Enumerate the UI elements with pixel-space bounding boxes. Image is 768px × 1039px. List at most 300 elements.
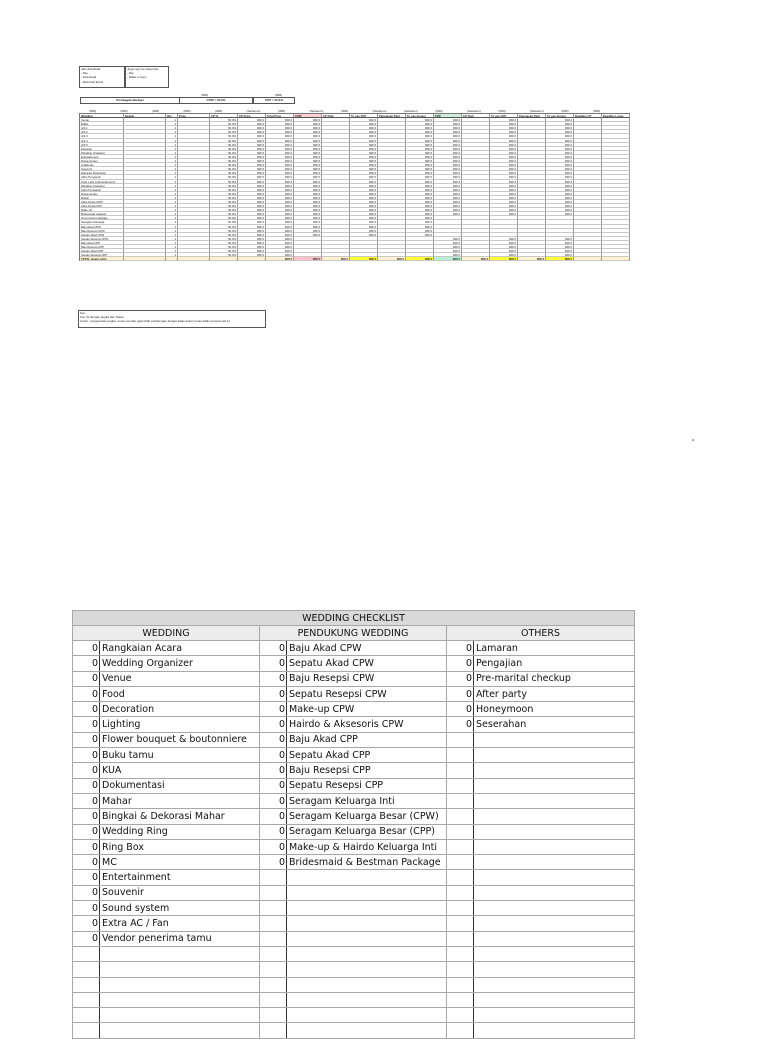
budget-cell[interactable]: IDR 0: [350, 151, 378, 155]
budget-cell[interactable]: IDR 0: [238, 216, 266, 220]
budget-cell[interactable]: IDR 0: [406, 200, 434, 204]
budget-cell[interactable]: IDR 0: [434, 139, 462, 143]
budget-cell[interactable]: IDR 0: [546, 134, 574, 138]
budget-cell[interactable]: 1: [166, 249, 178, 253]
pendukung-wedding-count[interactable]: [260, 870, 287, 885]
budget-cell[interactable]: IDR 0: [238, 237, 266, 241]
budget-cell[interactable]: 50.0%: [210, 184, 238, 188]
pendukung-wedding-item[interactable]: Bridesmaid & Bestman Package: [287, 855, 447, 870]
pendukung-wedding-count[interactable]: 0: [260, 702, 287, 717]
budget-cell[interactable]: 50.0%: [210, 208, 238, 212]
budget-cell[interactable]: IDR 0: [406, 257, 434, 261]
pendukung-wedding-item[interactable]: Baju Resepsi CPW: [287, 671, 447, 686]
budget-cell[interactable]: 50.0%: [210, 175, 238, 179]
wedding-count[interactable]: [73, 946, 100, 961]
budget-cell[interactable]: Sepatu Akad CPP: [80, 249, 124, 253]
budget-cell[interactable]: 50.0%: [210, 130, 238, 134]
budget-cell[interactable]: IDR 0: [266, 220, 294, 224]
pendukung-wedding-item[interactable]: Sepatu Resepsi CPW: [287, 686, 447, 701]
budget-cell[interactable]: Souvenir: [80, 167, 124, 171]
wedding-count[interactable]: [73, 1008, 100, 1023]
budget-cell[interactable]: IDR 0: [490, 122, 518, 126]
budget-cell[interactable]: IDR 0: [434, 245, 462, 249]
budget-cell[interactable]: Wedding Organizer: [80, 184, 124, 188]
budget-cell[interactable]: IDR 0: [294, 147, 322, 151]
others-item[interactable]: After party: [474, 686, 635, 701]
budget-cell[interactable]: IDR 0: [406, 147, 434, 151]
others-count[interactable]: 0: [447, 686, 474, 701]
budget-cell[interactable]: IDR 0: [350, 192, 378, 196]
budget-cell[interactable]: IDR 0: [490, 253, 518, 257]
budget-cell[interactable]: IDR 0: [434, 192, 462, 196]
others-item[interactable]: [474, 870, 635, 885]
budget-cell[interactable]: IDR 0: [546, 196, 574, 200]
pendukung-wedding-item[interactable]: Make-up & Hairdo Keluarga Inti: [287, 839, 447, 854]
budget-cell[interactable]: IDR 0: [434, 208, 462, 212]
budget-cell[interactable]: IDR 0: [406, 139, 434, 143]
budget-cell[interactable]: IDR 0: [266, 171, 294, 175]
budget-cell[interactable]: IDR 0: [434, 163, 462, 167]
pendukung-wedding-count[interactable]: [260, 901, 287, 916]
wedding-count[interactable]: 0: [73, 641, 100, 656]
wedding-count[interactable]: [73, 977, 100, 992]
budget-cell[interactable]: IDR 0: [434, 257, 462, 261]
pendukung-wedding-count[interactable]: 0: [260, 824, 287, 839]
budget-cell[interactable]: IDR 0: [266, 196, 294, 200]
budget-cell[interactable]: 50.0%: [210, 118, 238, 122]
pendukung-wedding-item[interactable]: [287, 885, 447, 900]
budget-cell[interactable]: 50.0%: [210, 134, 238, 138]
budget-cell[interactable]: IDR 0: [490, 147, 518, 151]
budget-cell[interactable]: IDR 0: [406, 204, 434, 208]
budget-cell[interactable]: 50.0%: [210, 126, 238, 130]
budget-cell[interactable]: Baju Akad CPP: [80, 241, 124, 245]
budget-cell[interactable]: 1: [166, 188, 178, 192]
wedding-item[interactable]: Food: [100, 686, 260, 701]
budget-cell[interactable]: IDR 0: [546, 180, 574, 184]
others-item[interactable]: [474, 748, 635, 763]
budget-cell[interactable]: Attire Pesta CPP: [80, 204, 124, 208]
budget-cell[interactable]: Sepatu Resepsi CPW: [80, 237, 124, 241]
pendukung-wedding-count[interactable]: 0: [260, 671, 287, 686]
budget-cell[interactable]: [238, 257, 266, 261]
budget-cell[interactable]: IDR 0: [406, 167, 434, 171]
wedding-count[interactable]: 0: [73, 656, 100, 671]
budget-cell[interactable]: IDR 0: [490, 130, 518, 134]
pendukung-wedding-item[interactable]: Seragam Keluarga Inti: [287, 793, 447, 808]
budget-cell[interactable]: IDR 0: [238, 143, 266, 147]
budget-cell[interactable]: IDR 0: [238, 225, 266, 229]
budget-cell[interactable]: IDR 0: [294, 200, 322, 204]
budget-cell[interactable]: IDR 0: [546, 171, 574, 175]
budget-cell[interactable]: IDR 0: [406, 171, 434, 175]
budget-cell[interactable]: IDR 0: [266, 245, 294, 249]
budget-cell[interactable]: IDR 0: [294, 233, 322, 237]
budget-cell[interactable]: 1: [166, 220, 178, 224]
budget-cell[interactable]: 1: [166, 139, 178, 143]
pendukung-wedding-count[interactable]: [260, 962, 287, 977]
budget-cell[interactable]: IDR 0: [266, 134, 294, 138]
budget-cell[interactable]: IDR 0: [490, 237, 518, 241]
budget-cell[interactable]: IDR 0: [294, 188, 322, 192]
pendukung-wedding-count[interactable]: 0: [260, 763, 287, 778]
budget-cell[interactable]: IDR 0: [294, 130, 322, 134]
budget-cell[interactable]: IDR 0: [490, 139, 518, 143]
budget-cell[interactable]: IDR 0: [350, 159, 378, 163]
budget-cell[interactable]: IDR 0: [350, 212, 378, 216]
pendukung-wedding-count[interactable]: [260, 885, 287, 900]
budget-cell[interactable]: IDR 0: [238, 155, 266, 159]
budget-cell[interactable]: IDR 0: [546, 167, 574, 171]
budget-cell[interactable]: IDR 0: [238, 147, 266, 151]
budget-cell[interactable]: IDR 0: [266, 147, 294, 151]
budget-cell[interactable]: IDR 0: [294, 180, 322, 184]
budget-cell[interactable]: IDR 0: [546, 151, 574, 155]
budget-cell[interactable]: IDR 0: [294, 126, 322, 130]
budget-cell[interactable]: IDR 0: [434, 204, 462, 208]
budget-cell[interactable]: IDR 0: [238, 175, 266, 179]
budget-cell[interactable]: IDR 0: [462, 257, 490, 261]
budget-cell[interactable]: Gift 2: [80, 130, 124, 134]
budget-cell[interactable]: IDR 0: [266, 184, 294, 188]
budget-cell[interactable]: 50.0%: [210, 229, 238, 233]
budget-cell[interactable]: Dokumentasi: [80, 159, 124, 163]
budget-cell[interactable]: 1: [166, 233, 178, 237]
budget-cell[interactable]: IDR 0: [266, 208, 294, 212]
others-item[interactable]: Honeymoon: [474, 702, 635, 717]
budget-cell[interactable]: IDR 0: [350, 175, 378, 179]
budget-cell[interactable]: TOTAL (event only): [80, 257, 124, 261]
pendukung-wedding-count[interactable]: 0: [260, 641, 287, 656]
budget-cell[interactable]: [178, 257, 210, 261]
pendukung-wedding-count[interactable]: 0: [260, 809, 287, 824]
budget-cell[interactable]: 50.0%: [210, 249, 238, 253]
others-count[interactable]: 0: [447, 717, 474, 732]
wedding-item[interactable]: Wedding Ring: [100, 824, 260, 839]
pendukung-wedding-item[interactable]: [287, 916, 447, 931]
budget-cell[interactable]: IDR 0: [490, 196, 518, 200]
budget-cell[interactable]: IDR 0: [238, 229, 266, 233]
budget-cell[interactable]: Groomsmen package: [80, 216, 124, 220]
others-item[interactable]: Pre-marital checkup: [474, 671, 635, 686]
others-item[interactable]: [474, 839, 635, 854]
others-count[interactable]: [447, 885, 474, 900]
budget-cell[interactable]: IDR 0: [546, 139, 574, 143]
budget-cell[interactable]: IDR 0: [546, 253, 574, 257]
budget-cell[interactable]: Baju Resepsi CPP: [80, 245, 124, 249]
budget-cell[interactable]: IDR 0: [350, 163, 378, 167]
others-count[interactable]: [447, 824, 474, 839]
budget-cell[interactable]: 1: [166, 171, 178, 175]
wedding-count[interactable]: 0: [73, 916, 100, 931]
budget-cell[interactable]: IDR 0: [294, 163, 322, 167]
budget-cell[interactable]: IDR 0: [490, 159, 518, 163]
budget-cell[interactable]: IDR 0: [490, 175, 518, 179]
budget-cell[interactable]: Mahar: [80, 196, 124, 200]
pendukung-wedding-count[interactable]: 0: [260, 793, 287, 808]
budget-cell[interactable]: IDR 0: [434, 167, 462, 171]
budget-cell[interactable]: IDR 0: [294, 122, 322, 126]
wedding-item[interactable]: Vendor penerima tamu: [100, 931, 260, 946]
pendukung-wedding-count[interactable]: 0: [260, 839, 287, 854]
budget-cell[interactable]: IDR 0: [294, 184, 322, 188]
wedding-item[interactable]: Wedding Organizer: [100, 656, 260, 671]
others-item[interactable]: [474, 793, 635, 808]
others-item[interactable]: [474, 809, 635, 824]
budget-cell[interactable]: Dekorasi Pelaminan: [80, 171, 124, 175]
budget-cell[interactable]: IDR 0: [546, 204, 574, 208]
wedding-count[interactable]: 0: [73, 809, 100, 824]
others-item[interactable]: [474, 916, 635, 931]
budget-cell[interactable]: IDR 0: [266, 204, 294, 208]
budget-cell[interactable]: IDR 0: [266, 241, 294, 245]
pendukung-wedding-item[interactable]: [287, 946, 447, 961]
budget-cell[interactable]: Sepatu Resepsi CPP: [80, 253, 124, 257]
budget-cell[interactable]: 50.0%: [210, 147, 238, 151]
others-count[interactable]: [447, 916, 474, 931]
others-item[interactable]: [474, 855, 635, 870]
budget-cell[interactable]: 50.0%: [210, 180, 238, 184]
budget-cell[interactable]: IDR 0: [546, 118, 574, 122]
budget-cell[interactable]: IDR 0: [434, 200, 462, 204]
budget-cell[interactable]: IDR 0: [238, 233, 266, 237]
budget-cell[interactable]: 1: [166, 130, 178, 134]
budget-cell[interactable]: IDR 0: [266, 192, 294, 196]
wedding-count[interactable]: 0: [73, 686, 100, 701]
budget-cell[interactable]: IDR 0: [238, 241, 266, 245]
budget-cell[interactable]: IDR 0: [238, 196, 266, 200]
budget-cell[interactable]: IDR 0: [266, 175, 294, 179]
budget-cell[interactable]: 1: [166, 134, 178, 138]
pendukung-wedding-count[interactable]: 0: [260, 732, 287, 747]
budget-cell[interactable]: IDR 0: [266, 237, 294, 241]
budget-cell[interactable]: IDR 0: [406, 126, 434, 130]
budget-cell[interactable]: IDR 0: [294, 171, 322, 175]
budget-cell[interactable]: 1: [166, 208, 178, 212]
pendukung-wedding-count[interactable]: 0: [260, 656, 287, 671]
wedding-count[interactable]: 0: [73, 855, 100, 870]
budget-cell[interactable]: 50.0%: [210, 253, 238, 257]
budget-cell[interactable]: IDR 0: [434, 180, 462, 184]
budget-cell[interactable]: IDR 0: [350, 139, 378, 143]
budget-cell[interactable]: IDR 0: [238, 249, 266, 253]
wedding-count[interactable]: 0: [73, 748, 100, 763]
budget-cell[interactable]: 1: [166, 163, 178, 167]
budget-cell[interactable]: IDR 0: [406, 175, 434, 179]
budget-cell[interactable]: IDR 0: [238, 245, 266, 249]
budget-cell[interactable]: IDR 0: [266, 126, 294, 130]
budget-cell[interactable]: 1: [166, 175, 178, 179]
budget-cell[interactable]: [124, 257, 166, 261]
others-item[interactable]: [474, 901, 635, 916]
budget-cell[interactable]: 50.0%: [210, 200, 238, 204]
pendukung-wedding-item[interactable]: [287, 992, 447, 1007]
budget-cell[interactable]: IDR 0: [490, 200, 518, 204]
wedding-count[interactable]: 0: [73, 732, 100, 747]
budget-cell[interactable]: 50.0%: [210, 192, 238, 196]
budget-cell[interactable]: 50.0%: [210, 122, 238, 126]
budget-cell[interactable]: IDR 0: [434, 241, 462, 245]
budget-cell[interactable]: 1: [166, 126, 178, 130]
budget-cell[interactable]: IDR 0: [434, 118, 462, 122]
pendukung-wedding-count[interactable]: [260, 946, 287, 961]
budget-cell[interactable]: IDR 0: [434, 134, 462, 138]
budget-cell[interactable]: IDR 0: [294, 204, 322, 208]
budget-cell[interactable]: 50.0%: [210, 171, 238, 175]
budget-cell[interactable]: IDR 0: [434, 196, 462, 200]
budget-cell[interactable]: Gift 3: [80, 134, 124, 138]
budget-cell[interactable]: IDR 0: [238, 171, 266, 175]
budget-cell[interactable]: IDR 0: [238, 118, 266, 122]
pendukung-wedding-item[interactable]: Hairdo & Aksesoris CPW: [287, 717, 447, 732]
pendukung-wedding-item[interactable]: [287, 931, 447, 946]
budget-cell[interactable]: 1: [166, 122, 178, 126]
budget-cell[interactable]: IDR 0: [266, 216, 294, 220]
budget-cell[interactable]: IDR 0: [546, 208, 574, 212]
pendukung-wedding-item[interactable]: Sepatu Akad CPW: [287, 656, 447, 671]
wedding-count[interactable]: 0: [73, 931, 100, 946]
budget-cell[interactable]: IDR 0: [350, 257, 378, 261]
budget-cell[interactable]: IDR 0: [490, 241, 518, 245]
budget-cell[interactable]: IDR 0: [546, 126, 574, 130]
budget-cell[interactable]: IDR 0: [434, 249, 462, 253]
budget-cell[interactable]: 1: [166, 159, 178, 163]
wedding-item[interactable]: [100, 1023, 260, 1038]
budget-cell[interactable]: IDR 0: [238, 130, 266, 134]
others-item[interactable]: [474, 931, 635, 946]
budget-cell[interactable]: IDR 0: [266, 151, 294, 155]
budget-cell[interactable]: 50.0%: [210, 167, 238, 171]
budget-cell[interactable]: IDR 0: [350, 200, 378, 204]
budget-cell[interactable]: IDR 0: [350, 155, 378, 159]
budget-cell[interactable]: IDR 0: [434, 143, 462, 147]
budget-cell[interactable]: IDR 0: [350, 204, 378, 208]
budget-cell[interactable]: Entertainment: [80, 155, 124, 159]
budget-cell[interactable]: 50.0%: [210, 139, 238, 143]
budget-cell[interactable]: 50.0%: [210, 143, 238, 147]
others-count[interactable]: [447, 809, 474, 824]
budget-cell[interactable]: IDR 0: [406, 225, 434, 229]
budget-cell[interactable]: IDR 0: [434, 212, 462, 216]
others-item[interactable]: [474, 992, 635, 1007]
others-count[interactable]: [447, 732, 474, 747]
budget-cell[interactable]: 1: [166, 245, 178, 249]
budget-cell[interactable]: IDR 0: [266, 233, 294, 237]
budget-cell[interactable]: IDR 0: [546, 192, 574, 196]
budget-cell[interactable]: IDR 0: [490, 171, 518, 175]
budget-cell[interactable]: IDR 0: [490, 192, 518, 196]
budget-cell[interactable]: IDR 0: [434, 237, 462, 241]
budget-cell[interactable]: IDR 0: [434, 253, 462, 257]
pendukung-wedding-count[interactable]: [260, 1023, 287, 1038]
pendukung-wedding-count[interactable]: 0: [260, 748, 287, 763]
wedding-item[interactable]: Dokumentasi: [100, 778, 260, 793]
budget-cell[interactable]: IDR 0: [406, 196, 434, 200]
pendukung-wedding-item[interactable]: Seragam Keluarga Besar (CPP): [287, 824, 447, 839]
pendukung-wedding-item[interactable]: [287, 870, 447, 885]
budget-cell[interactable]: IDR 0: [238, 184, 266, 188]
budget-cell[interactable]: 50.0%: [210, 216, 238, 220]
budget-cell[interactable]: IDR 0: [378, 257, 406, 261]
wedding-item[interactable]: Souvenir: [100, 885, 260, 900]
budget-cell[interactable]: IDR 0: [266, 167, 294, 171]
budget-cell[interactable]: IDR 0: [546, 245, 574, 249]
budget-cell[interactable]: 1: [166, 180, 178, 184]
pendukung-wedding-count[interactable]: [260, 992, 287, 1007]
pendukung-wedding-count[interactable]: [260, 1008, 287, 1023]
budget-cell[interactable]: IDR 0: [406, 212, 434, 216]
others-item[interactable]: [474, 1008, 635, 1023]
budget-cell[interactable]: IDR 0: [546, 188, 574, 192]
pendukung-wedding-item[interactable]: Sepatu Akad CPP: [287, 748, 447, 763]
budget-cell[interactable]: IDR 0: [546, 155, 574, 159]
budget-cell[interactable]: IDR 0: [350, 233, 378, 237]
others-item[interactable]: Lamaran: [474, 641, 635, 656]
budget-cell[interactable]: IDR 0: [294, 225, 322, 229]
wedding-count[interactable]: 0: [73, 901, 100, 916]
others-item[interactable]: [474, 962, 635, 977]
budget-cell[interactable]: IDR 0: [546, 130, 574, 134]
budget-cell[interactable]: 50.0%: [210, 204, 238, 208]
wedding-count[interactable]: 0: [73, 824, 100, 839]
wedding-count[interactable]: 0: [73, 702, 100, 717]
budget-cell[interactable]: 50.0%: [210, 245, 238, 249]
pendukung-wedding-item[interactable]: [287, 901, 447, 916]
budget-cell[interactable]: IDR 0: [266, 155, 294, 159]
budget-cell[interactable]: 50.0%: [210, 212, 238, 216]
budget-cell[interactable]: 50.0%: [210, 151, 238, 155]
budget-cell[interactable]: IDR 0: [490, 143, 518, 147]
pendukung-wedding-count[interactable]: 0: [260, 686, 287, 701]
budget-cell[interactable]: IDR 0: [238, 151, 266, 155]
pendukung-wedding-count[interactable]: 0: [260, 717, 287, 732]
budget-cell[interactable]: IDR 0: [350, 208, 378, 212]
budget-cell[interactable]: IDR 0: [490, 212, 518, 216]
budget-cell[interactable]: IDR 0: [434, 175, 462, 179]
budget-cell[interactable]: 1: [166, 237, 178, 241]
budget-cell[interactable]: IDR 0: [406, 122, 434, 126]
budget-cell[interactable]: IDR 0: [266, 225, 294, 229]
budget-cell[interactable]: IDR 0: [434, 126, 462, 130]
budget-cell[interactable]: IDR 0: [238, 208, 266, 212]
budget-cell[interactable]: IDR 0: [350, 216, 378, 220]
budget-cell[interactable]: IDR 0: [294, 134, 322, 138]
others-count[interactable]: [447, 962, 474, 977]
others-item[interactable]: [474, 732, 635, 747]
budget-cell[interactable]: Venue: [80, 118, 124, 122]
budget-cell[interactable]: Undangan: [80, 163, 124, 167]
budget-cell[interactable]: IDR 0: [490, 134, 518, 138]
pendukung-wedding-item[interactable]: Baju Akad CPW: [287, 641, 447, 656]
budget-cell[interactable]: IDR 0: [490, 163, 518, 167]
budget-cell[interactable]: IDR 0: [266, 212, 294, 216]
budget-cell[interactable]: Kartu Pengantin: [80, 188, 124, 192]
budget-cell[interactable]: [574, 257, 602, 261]
budget-cell[interactable]: IDR 0: [406, 155, 434, 159]
budget-cell[interactable]: Buffet: [80, 122, 124, 126]
budget-cell[interactable]: IDR 0: [266, 130, 294, 134]
wedding-count[interactable]: [73, 1023, 100, 1038]
budget-cell[interactable]: 1: [166, 184, 178, 188]
budget-cell[interactable]: IDR 0: [350, 143, 378, 147]
budget-cell[interactable]: IDR 0: [350, 126, 378, 130]
others-count[interactable]: [447, 793, 474, 808]
budget-cell[interactable]: IDR 0: [406, 216, 434, 220]
budget-cell[interactable]: IDR 0: [406, 151, 434, 155]
wedding-item[interactable]: Venue: [100, 671, 260, 686]
budget-cell[interactable]: IDR 0: [490, 167, 518, 171]
budget-cell[interactable]: IDR 0: [238, 220, 266, 224]
